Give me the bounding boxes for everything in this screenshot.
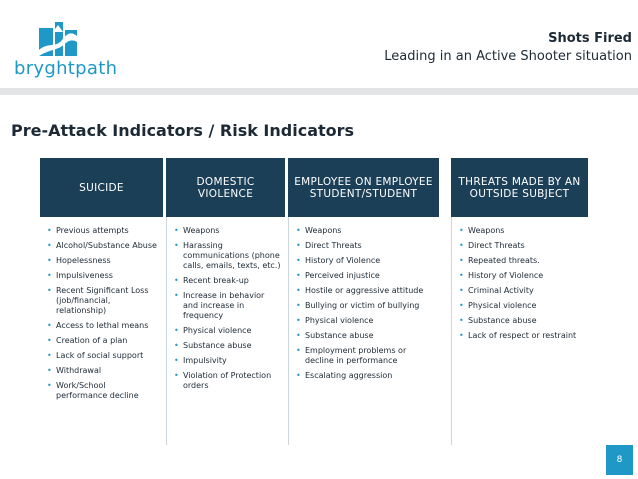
list-item: • Weapons — [305, 226, 435, 236]
column-employee-on-employee — [288, 158, 439, 445]
column-suicide — [40, 158, 163, 445]
list-item: • Lack of respect or restraint — [468, 331, 584, 341]
list-item: • Harassing communications (phone calls, emails, texts, etc.) — [183, 241, 281, 271]
deck-subtitle: Leading in an Active Shooter situation — [384, 49, 632, 64]
column-heading: EMPLOYEE ON EMPLOYEE STUDENT/STUDENT — [288, 158, 439, 217]
list-item: • Recent break-up — [183, 276, 281, 286]
list-item: • Physical violence — [183, 326, 281, 336]
column-heading: DOMESTIC VIOLENCE — [166, 158, 285, 217]
list-item: • History of Violence — [468, 271, 584, 281]
column-heading: SUICIDE — [40, 158, 163, 217]
list-item: • Criminal Activity — [468, 286, 584, 296]
indicator-list — [289, 217, 439, 381]
list-item: • Weapons — [468, 226, 584, 236]
page-number: 8 — [606, 445, 633, 475]
list-item: • Bullying or victim of bullying — [305, 301, 435, 311]
list-item: • Substance abuse — [468, 316, 584, 326]
column-body — [288, 217, 439, 445]
column-body — [40, 217, 163, 445]
list-item: • Hopelessness — [56, 256, 159, 266]
list-item: • History of Violence — [305, 256, 435, 266]
list-item: • Previous attempts — [56, 226, 159, 236]
list-item: • Escalating aggression — [305, 371, 435, 381]
brand-logo — [14, 20, 118, 82]
bryghtpath-mountain-icon — [36, 20, 80, 60]
list-item: • Alcohol/Substance Abuse — [56, 241, 159, 251]
list-item: • Increase in behavior and increase in frequency — [183, 291, 281, 321]
column-heading: THREATS MADE BY AN OUTSIDE SUBJECT — [451, 158, 588, 217]
list-item: • Physical violence — [468, 301, 584, 311]
header-divider — [0, 88, 638, 95]
list-item: • Physical violence — [305, 316, 435, 326]
list-item: • Lack of social support — [56, 351, 159, 361]
deck-title: Shots Fired — [548, 31, 632, 46]
indicator-list — [452, 217, 588, 341]
list-item: • Hostile or aggressive attitude — [305, 286, 435, 296]
list-item: • Violation of Protection orders — [183, 371, 281, 391]
indicator-list — [40, 217, 163, 401]
list-item: • Withdrawal — [56, 366, 159, 376]
column-body — [451, 217, 588, 445]
list-item: • Employment problems or decline in performance — [305, 346, 435, 366]
list-item: • Impulsiveness — [56, 271, 159, 281]
list-item: • Access to lethal means — [56, 321, 159, 331]
column-body — [166, 217, 285, 445]
indicator-list — [167, 217, 285, 391]
list-item: • Weapons — [183, 226, 281, 236]
page-title: Pre-Attack Indicators / Risk Indicators — [11, 121, 355, 140]
column-outside-subject — [451, 158, 588, 445]
list-item: • Impulsivity — [183, 356, 281, 366]
indicator-columns — [40, 158, 588, 445]
column-domestic-violence — [166, 158, 285, 445]
slide-header — [384, 30, 632, 66]
list-item: • Substance abuse — [305, 331, 435, 341]
list-item: • Creation of a plan — [56, 336, 159, 346]
brand-name: bryghtpath — [14, 58, 118, 79]
list-item: • Substance abuse — [183, 341, 281, 351]
list-item: • Repeated threats. — [468, 256, 584, 266]
list-item: • Work/School performance decline — [56, 381, 159, 401]
list-item: • Direct Threats — [305, 241, 435, 251]
list-item: • Recent Significant Loss (job/financial, relationship) — [56, 286, 159, 316]
list-item: • Direct Threats — [468, 241, 584, 251]
list-item: • Perceived injustice — [305, 271, 435, 281]
